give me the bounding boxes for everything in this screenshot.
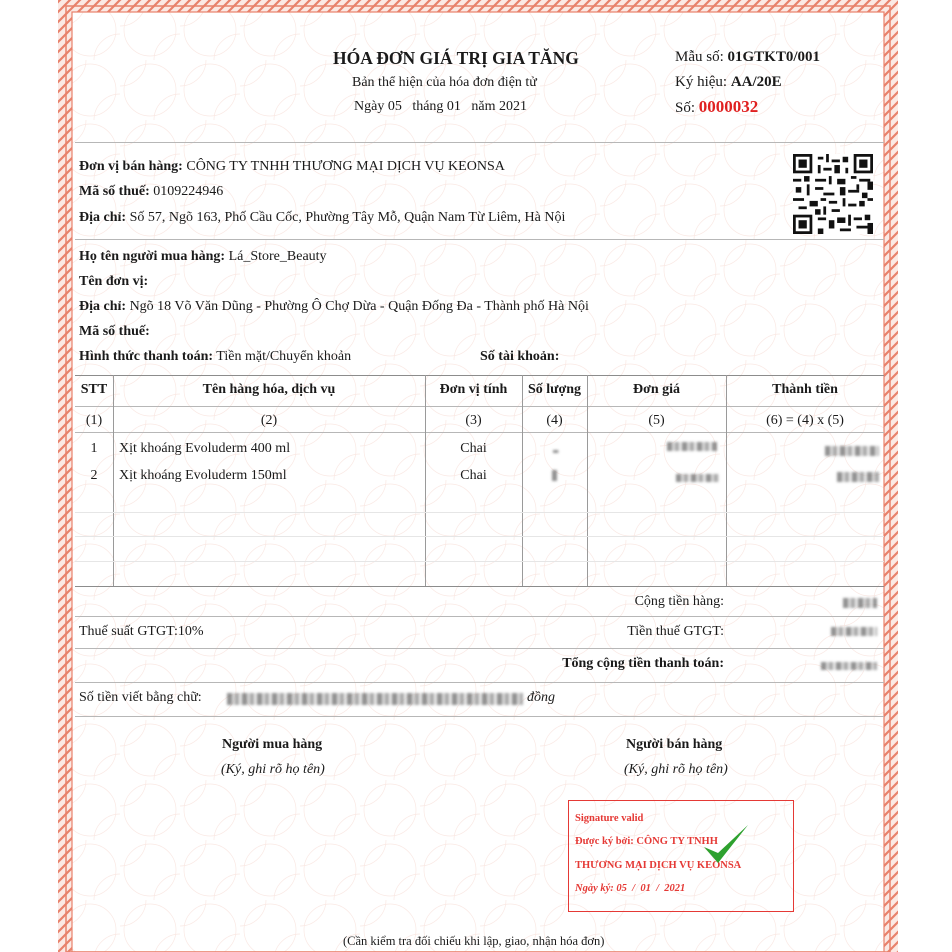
signature-valid-text: Signature valid bbox=[575, 813, 644, 824]
payment-label: Hình thức thanh toán: bbox=[79, 349, 214, 364]
buyer-unit-label: Tên đơn vị: bbox=[79, 274, 149, 289]
col-header-price: Đơn giá bbox=[632, 382, 681, 397]
col-number: (4) bbox=[546, 413, 563, 428]
subtotal-label: Cộng tiền hàng: bbox=[634, 594, 724, 609]
row-guide bbox=[75, 561, 884, 562]
invoice-subtitle: Bản thể hiện của hóa đơn điện tử bbox=[352, 75, 537, 90]
row-stt: 1 bbox=[90, 441, 98, 456]
divider bbox=[75, 142, 884, 143]
col-header-stt: STT bbox=[80, 382, 108, 397]
row-item-name: Xịt khoáng Evoluderm 150ml bbox=[119, 468, 287, 483]
payment-value: Tiền mặt/Chuyển khoản bbox=[216, 349, 352, 364]
divider bbox=[75, 648, 884, 649]
col-number: (2) bbox=[260, 413, 278, 428]
seller-name-value: CÔNG TY TNHH THƯƠNG MẠI DỊCH VỤ KEONSA bbox=[186, 159, 505, 174]
col-header-unit: Đơn vị tính bbox=[439, 382, 508, 397]
redacted-vat bbox=[831, 627, 877, 636]
divider bbox=[75, 239, 884, 240]
digital-signature-box bbox=[568, 800, 794, 912]
payment-method bbox=[79, 349, 351, 365]
symbol-label: Ký hiệu: bbox=[675, 74, 728, 90]
divider bbox=[75, 682, 884, 683]
vat-rate: Thuế suất GTGT:10% bbox=[79, 624, 204, 639]
buyer-address-label: Địa chỉ: bbox=[79, 299, 127, 314]
sign-date: Ngày ký: 05 / 01 / 2021 bbox=[575, 883, 686, 894]
buyer-name-label: Họ tên người mua hàng: bbox=[79, 249, 226, 264]
amount-in-words-label: Số tiền viết bằng chữ: bbox=[79, 690, 202, 705]
buyer-tax-label: Mã số thuế: bbox=[79, 324, 150, 339]
invoice-title: HÓA ĐƠN GIÁ TRỊ GIA TĂNG bbox=[333, 48, 579, 68]
seller-address bbox=[79, 210, 565, 226]
amount-in-words-tail: đồng bbox=[527, 690, 555, 705]
buyer-name-value: Lá_Store_Beauty bbox=[228, 249, 327, 264]
col-number: (5) bbox=[648, 413, 665, 428]
invoice-number-label: Số: bbox=[675, 100, 696, 116]
table-bottom-border bbox=[75, 586, 884, 587]
seller-tax bbox=[79, 184, 223, 200]
buyer-address-value: Ngõ 18 Võ Văn Dũng - Phường Ô Chợ Dừa - Quận Đống Đa - Thành phố Hà Nội bbox=[129, 299, 589, 314]
buyer-address bbox=[79, 299, 589, 315]
col-header-amount: Thành tiền bbox=[772, 382, 838, 397]
col-divider bbox=[522, 375, 523, 586]
seller-tax-value: 0109224946 bbox=[153, 184, 224, 199]
divider bbox=[75, 716, 884, 717]
vat-label: Tiền thuế GTGT: bbox=[627, 624, 724, 639]
col-divider bbox=[113, 375, 114, 586]
row-item-name: Xịt khoáng Evoluderm 400 ml bbox=[119, 441, 291, 456]
redacted-amount bbox=[825, 446, 879, 456]
form-value: 01GTKT0/001 bbox=[727, 49, 821, 65]
col-number: (3) bbox=[465, 413, 482, 428]
buyer-name bbox=[79, 249, 327, 265]
buyer-signature-title: Người mua hàng bbox=[222, 737, 323, 752]
qr-code-icon bbox=[793, 154, 873, 234]
col-divider bbox=[726, 375, 727, 586]
symbol-value: AA/20E bbox=[730, 74, 782, 90]
grand-total-label: Tổng cộng tiền thanh toán: bbox=[562, 656, 724, 671]
row-unit: Chai bbox=[460, 441, 487, 456]
signed-by-line-1: Được ký bởi: CÔNG TY TNHH bbox=[575, 836, 718, 847]
footer-note: (Cần kiểm tra đối chiếu khi lập, giao, nhận hóa đơn) bbox=[343, 934, 605, 948]
col-header-name: Tên hàng hóa, dịch vụ bbox=[202, 382, 336, 397]
redacted-grand-total bbox=[821, 662, 877, 670]
seller-signature-title: Người bán hàng bbox=[626, 737, 723, 752]
buyer-signature-note: (Ký, ghi rõ họ tên) bbox=[221, 762, 325, 777]
seller-address-label: Địa chỉ: bbox=[79, 210, 127, 225]
col-header-qty: Số lượng bbox=[527, 382, 582, 397]
redacted-price bbox=[676, 474, 719, 482]
table-numbering-divider bbox=[75, 432, 884, 433]
col-divider bbox=[587, 375, 588, 586]
redacted-quantity bbox=[553, 450, 559, 453]
invoice-date: Ngày 05 tháng 01 năm 2021 bbox=[354, 99, 528, 114]
divider bbox=[75, 616, 884, 617]
col-number: (1) bbox=[85, 413, 103, 428]
seller-signature-note: (Ký, ghi rõ họ tên) bbox=[624, 762, 728, 777]
redacted-amount bbox=[837, 472, 879, 482]
invoice-body bbox=[75, 24, 884, 952]
table-top-border bbox=[75, 375, 884, 376]
symbol bbox=[675, 74, 782, 91]
form-label: Mẫu số: bbox=[675, 49, 724, 65]
seller-tax-label: Mã số thuế: bbox=[79, 184, 150, 199]
account-label: Số tài khoản: bbox=[480, 349, 560, 364]
redacted-price bbox=[667, 442, 717, 451]
redacted-subtotal bbox=[843, 598, 877, 608]
seller-address-value: Số 57, Ngõ 163, Phố Cầu Cốc, Phường Tây Mỗ, Quận Nam Từ Liêm, Hà Nội bbox=[129, 210, 566, 225]
seller-name bbox=[79, 159, 505, 175]
redacted-quantity bbox=[552, 470, 557, 481]
table-header-divider bbox=[75, 406, 884, 407]
check-icon bbox=[701, 821, 751, 867]
invoice-number-value: 0000032 bbox=[698, 97, 759, 116]
seller-name-label: Đơn vị bán hàng: bbox=[79, 159, 183, 174]
row-guide bbox=[75, 512, 884, 513]
row-unit: Chai bbox=[460, 468, 487, 483]
row-stt: 2 bbox=[90, 468, 98, 483]
form-number bbox=[675, 49, 820, 66]
redacted-amount-in-words bbox=[227, 693, 523, 705]
col-number: (6) = (4) x (5) bbox=[766, 413, 844, 428]
row-guide bbox=[75, 536, 884, 537]
invoice-number bbox=[675, 97, 758, 117]
signed-by-line-2: THƯƠNG MẠI DỊCH VỤ KEONSA bbox=[575, 860, 742, 871]
